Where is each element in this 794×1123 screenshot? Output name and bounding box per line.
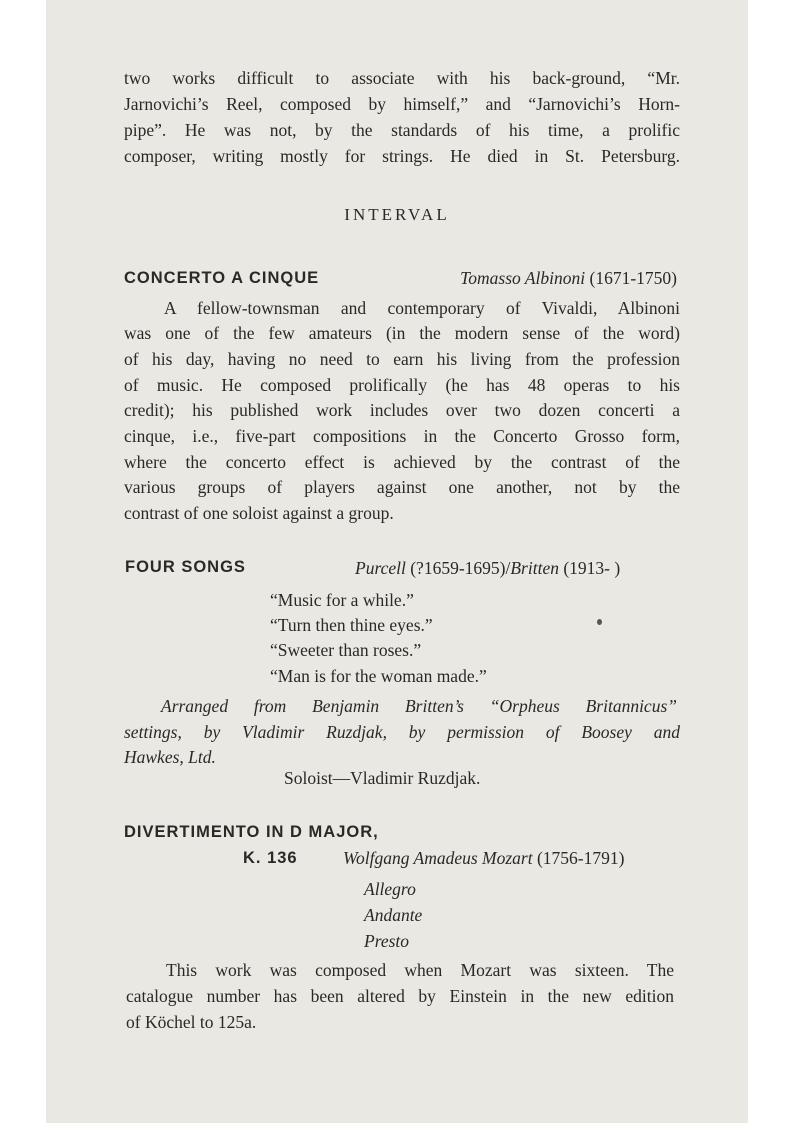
concerto-composer-line [460, 265, 677, 291]
divertimento-composer: Wolfgang Amadeus Mozart [343, 848, 533, 868]
britten-dates: (1913- ) [563, 558, 621, 578]
text-line: of his day, having no need to earn his living from the profession [124, 349, 680, 369]
movement: Presto [364, 931, 410, 951]
text-line: catalogue number has been altered by Einstein in the new edition [126, 986, 674, 1006]
text-line: credit); his published work includes over two dozen concerti a [124, 400, 680, 420]
song-title: “Music for a while.” [270, 590, 414, 610]
four-songs-title: FOUR SONGS [125, 558, 246, 576]
soloist-credit: Soloist—Vladimir Ruzdjak. [284, 768, 481, 788]
concerto-title: CONCERTO A CINQUE [124, 269, 320, 287]
movement: Andante [364, 905, 423, 925]
divertimento-dates: (1756-1791) [536, 848, 625, 868]
song-title: “Sweeter than roses.” [270, 640, 422, 660]
concerto-dates: (1671-1750) [589, 268, 677, 288]
concerto-composer: Tomasso Albinoni [460, 268, 586, 288]
ink-speck [597, 619, 602, 625]
four-songs-composer-line [355, 555, 620, 581]
divertimento-title: DIVERTIMENTO IN D MAJOR, [124, 823, 379, 841]
text-line: composer, writing mostly for strings. He died in St. Petersburg. [124, 146, 680, 166]
text-line: Jarnovichi’s Reel, composed by himself,” and “Jarnovichi’s Horn- [124, 94, 680, 114]
text-line: of Köchel to 125a. [126, 1012, 257, 1032]
text-line: Hawkes, Ltd. [124, 747, 216, 767]
composer-britten: Britten [510, 558, 559, 578]
text-line: settings, by Vladimir Ruzdjak, by permission of Boosey and [124, 722, 680, 742]
text-line: Arranged from Benjamin Britten’s “Orpheus Britannicus” [161, 696, 677, 716]
text-line: This work was composed when Mozart was sixteen. The [166, 960, 674, 980]
movement: Allegro [364, 879, 416, 899]
text-line: cinque, i.e., five-part compositions in the Concerto Grosso form, [124, 426, 680, 446]
interval-heading: INTERVAL [344, 205, 450, 224]
text-line: was one of the few amateurs (in the modern sense of the word) [124, 323, 680, 343]
text-line: where the concerto effect is achieved by the contrast of the [124, 452, 680, 472]
song-title: “Turn then thine eyes.” [270, 615, 433, 635]
text-line: various groups of players against one another, not by the [124, 477, 680, 497]
divertimento-catalogue: K. 136 [243, 849, 298, 867]
text-line: of music. He composed prolifically (he has 48 operas to his [124, 375, 680, 395]
text-line: A fellow-townsman and contemporary of Vivaldi, Albinoni [164, 298, 680, 318]
song-title: “Man is for the woman made.” [270, 666, 487, 686]
text-line: two works difficult to associate with his back-ground, “Mr. [124, 68, 680, 88]
divertimento-composer-line [343, 845, 624, 871]
composer-purcell: Purcell [355, 558, 406, 578]
purcell-dates: (?1659-1695)/ [410, 558, 511, 578]
text-line: pipe”. He was not, by the standards of his time, a prolific [124, 120, 680, 140]
program-page [46, 0, 748, 1123]
text-line: contrast of one soloist against a group. [124, 503, 394, 523]
